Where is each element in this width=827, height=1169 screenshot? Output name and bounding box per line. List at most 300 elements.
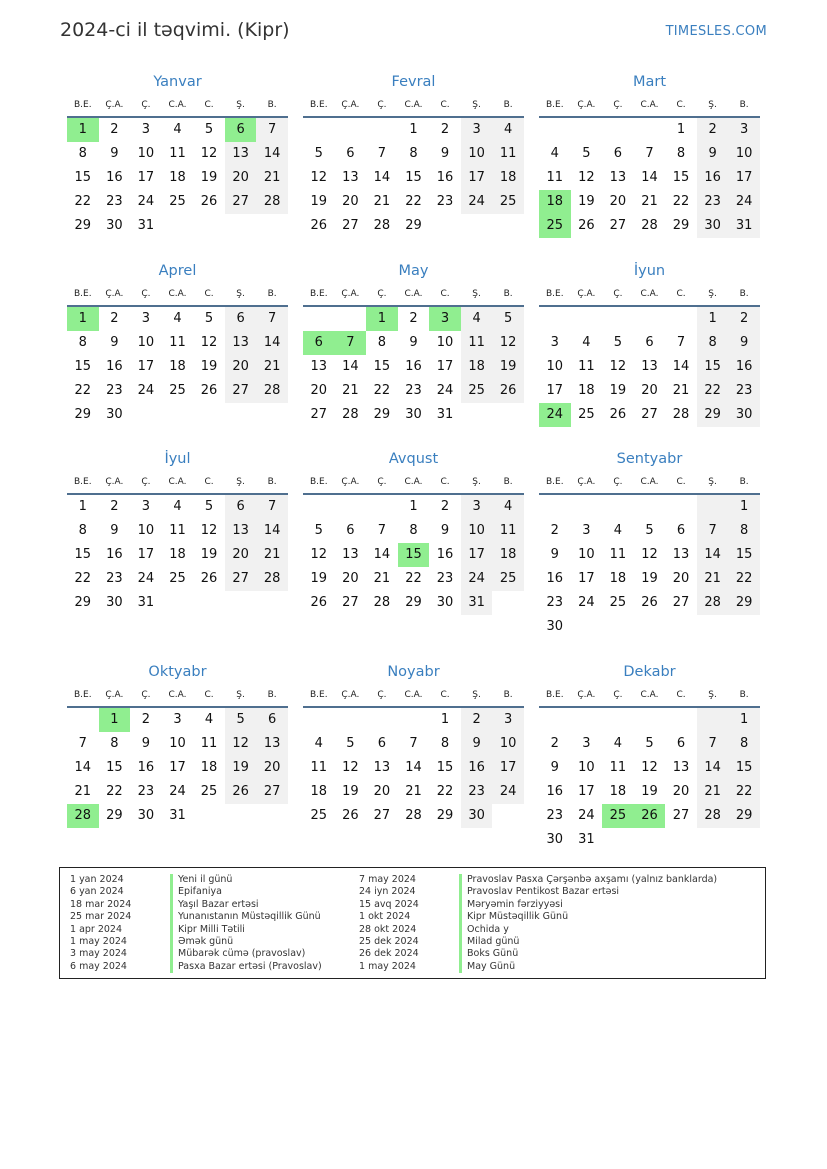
day-cell: 23 [461, 780, 493, 804]
day-cell: 4 [461, 307, 493, 331]
day-cell: 3 [461, 118, 493, 142]
month-avqust [303, 447, 524, 615]
weekday-label: Ş. [236, 477, 245, 487]
day-cell: 2 [550, 523, 559, 538]
day-cell: 7 [78, 736, 87, 751]
day-cell: 16 [106, 547, 123, 562]
day-cell: 8 [676, 146, 686, 161]
weekday-label: C. [676, 289, 686, 299]
day-cell: 7 [676, 335, 686, 350]
weekday-label: Ç. [377, 477, 387, 487]
day-cell: 8 [409, 523, 418, 538]
day-cell: 30 [728, 403, 760, 427]
day-cell: 25 [169, 383, 186, 398]
month-i̇yul [67, 447, 288, 615]
weekday-label: B. [503, 477, 513, 487]
legend-date: 1 may 2024 [70, 936, 127, 947]
day-cell: 11 [609, 760, 627, 775]
day-cell: 26 [225, 780, 257, 804]
day-cell: 31 [169, 808, 186, 823]
month-i̇yun [539, 259, 760, 427]
day-cell: 3 [141, 311, 151, 326]
weekday-label: C. [440, 289, 450, 299]
day-cell: 19 [200, 170, 218, 185]
day-cell: 12 [609, 359, 627, 374]
day-cell: 10 [137, 523, 155, 538]
day-cell: 23 [106, 571, 123, 586]
day-cell: 14 [373, 547, 391, 562]
days-grid [67, 118, 288, 238]
weekday-header [539, 471, 760, 495]
day-cell: 13 [225, 142, 257, 166]
day-cell: 27 [373, 808, 391, 823]
day-cell: 12 [310, 170, 328, 185]
month-name: Sentyabr [616, 451, 683, 467]
legend-holiday-name: Ochida y [459, 924, 509, 936]
day-cell: 11 [492, 519, 524, 543]
day-cell: 3 [461, 495, 493, 519]
day-cell: 9 [550, 547, 559, 562]
day-cell: 19 [342, 784, 359, 799]
day-cell: 30 [106, 218, 123, 233]
day-cell: 28 [672, 407, 690, 422]
month-noyabr [303, 660, 524, 828]
weekday-header [303, 471, 524, 495]
day-cell: 5 [613, 335, 623, 350]
weekday-label: C. [204, 690, 214, 700]
day-cell: 3 [141, 499, 151, 514]
weekday-label: Ç.A. [341, 289, 360, 299]
weekday-label: C.A. [168, 690, 187, 700]
day-cell: 26 [641, 595, 658, 610]
day-cell: 5 [645, 736, 654, 751]
day-cell: 30 [461, 804, 493, 828]
day-cell: 23 [546, 808, 564, 823]
weekday-label: Ş. [472, 477, 481, 487]
day-cell: 23 [436, 194, 454, 209]
day-cell: 29 [373, 407, 391, 422]
day-cell: 27 [342, 218, 359, 233]
weekday-label: Ç. [613, 690, 623, 700]
day-cell: 21 [697, 780, 729, 804]
month-name: Avqust [388, 451, 439, 467]
day-cell: 15 [74, 170, 92, 185]
month-name: Aprel [158, 263, 197, 279]
day-cell: 6 [645, 335, 654, 350]
empty-cell [602, 708, 634, 732]
day-cell: 19 [609, 383, 627, 398]
empty-cell [602, 495, 634, 519]
day-cell: 28 [373, 595, 391, 610]
day-cell: 19 [200, 359, 218, 374]
weekday-header [539, 283, 760, 307]
day-cell: 22 [405, 194, 422, 209]
day-cell: 27 [609, 218, 627, 233]
day-cell: 22 [74, 194, 92, 209]
day-cell: 7 [377, 523, 387, 538]
day-cell: 24 [137, 383, 155, 398]
day-cell: 17 [492, 756, 524, 780]
legend-date: 1 apr 2024 [70, 923, 123, 935]
weekday-label: C.A. [404, 100, 423, 110]
day-cell: 10 [461, 142, 493, 166]
weekday-label: B.E. [309, 477, 328, 487]
day-cell: 27 [641, 407, 658, 422]
day-cell: 18 [461, 355, 493, 379]
day-cell: 31 [461, 591, 493, 615]
day-cell: 29 [728, 591, 760, 615]
day-cell: 4 [613, 736, 623, 751]
day-cell: 4 [492, 495, 524, 519]
weekday-label: Ş. [708, 690, 717, 700]
day-cell: 7 [697, 732, 729, 756]
day-cell: 4 [173, 311, 182, 326]
day-cell: 20 [225, 543, 257, 567]
weekday-label: Ç. [141, 100, 151, 110]
weekday-header [539, 94, 760, 118]
month-name: May [398, 263, 429, 279]
day-cell: 2 [110, 122, 119, 137]
day-cell: 30 [546, 619, 564, 634]
day-cell: 2 [110, 311, 119, 326]
day-cell: 14 [342, 359, 359, 374]
day-cell: 2 [440, 122, 450, 137]
day-cell: 8 [110, 736, 119, 751]
day-cell: 24 [578, 808, 595, 823]
empty-cell [634, 495, 666, 519]
days-grid [67, 307, 288, 427]
day-cell: 8 [409, 146, 418, 161]
day-cell: 3 [582, 523, 591, 538]
day-cell: 13 [672, 547, 690, 562]
day-cell: 30 [546, 832, 564, 847]
day-cell: 20 [256, 756, 288, 780]
day-cell: 14 [256, 519, 288, 543]
day-cell: 7 [256, 495, 288, 519]
day-cell: 7 [256, 118, 288, 142]
day-cell: 26 [310, 595, 328, 610]
day-cell: 18 [578, 383, 595, 398]
day-cell: 8 [728, 519, 760, 543]
weekday-label: Ç.A. [577, 100, 596, 110]
empty-cell [303, 307, 335, 331]
day-cell: 22 [697, 379, 729, 403]
empty-cell [335, 307, 367, 331]
day-cell: 27 [225, 190, 257, 214]
legend-date: 25 dek 2024 [359, 936, 419, 947]
day-cell: 5 [314, 523, 323, 538]
day-cell: 6 [225, 307, 257, 331]
weekday-label: Ç. [613, 289, 623, 299]
weekday-label: C. [676, 100, 686, 110]
day-cell: 6 [613, 146, 623, 161]
days-grid [539, 118, 760, 238]
day-cell: 13 [609, 170, 627, 185]
day-cell: 10 [137, 146, 155, 161]
holiday-day-cell: 7 [335, 331, 367, 355]
day-cell: 3 [550, 335, 559, 350]
weekday-label: C. [204, 100, 214, 110]
holiday-day-cell: 6 [303, 331, 335, 355]
weekday-label: Ç. [377, 100, 387, 110]
day-cell: 8 [377, 335, 387, 350]
empty-cell [634, 708, 666, 732]
month-name: İyun [633, 263, 666, 279]
weekday-header [303, 283, 524, 307]
empty-cell [697, 708, 729, 732]
day-cell: 14 [641, 170, 658, 185]
weekday-label: B.E. [545, 690, 564, 700]
legend-date: 15 avq 2024 [359, 898, 419, 910]
days-grid [303, 495, 524, 615]
day-cell: 15 [436, 760, 454, 775]
weekday-label: B. [739, 289, 749, 299]
days-grid [303, 118, 524, 238]
day-cell: 12 [492, 331, 524, 355]
day-cell: 13 [256, 732, 288, 756]
legend-holiday-name: Kipr Milli Tətili [170, 924, 245, 936]
weekday-label: Ş. [236, 100, 245, 110]
day-cell: 25 [200, 784, 218, 799]
month-name: Mart [632, 74, 667, 90]
day-cell: 13 [342, 170, 359, 185]
day-cell: 24 [436, 383, 454, 398]
day-cell: 12 [200, 523, 218, 538]
day-cell: 4 [550, 146, 559, 161]
day-cell: 10 [492, 732, 524, 756]
day-cell: 27 [225, 379, 257, 403]
day-cell: 29 [74, 218, 92, 233]
day-cell: 19 [492, 355, 524, 379]
day-cell: 28 [641, 218, 658, 233]
day-cell: 23 [728, 379, 760, 403]
weekday-header [303, 684, 524, 708]
day-cell: 15 [74, 547, 92, 562]
weekday-label: C.A. [404, 690, 423, 700]
day-cell: 22 [373, 383, 391, 398]
day-cell: 26 [578, 218, 595, 233]
empty-cell [335, 495, 367, 519]
day-cell: 29 [405, 218, 422, 233]
day-cell: 8 [78, 335, 87, 350]
weekday-header [539, 684, 760, 708]
empty-cell [366, 495, 398, 519]
day-cell: 24 [169, 784, 186, 799]
day-cell: 11 [578, 359, 595, 374]
empty-cell [697, 495, 729, 519]
day-cell: 6 [676, 523, 686, 538]
day-cell: 23 [436, 571, 454, 586]
weekday-label: Ş. [472, 690, 481, 700]
day-cell: 13 [225, 331, 257, 355]
weekday-label: Ş. [708, 100, 717, 110]
legend-date: 1 okt 2024 [359, 911, 411, 923]
day-cell: 12 [200, 335, 218, 350]
weekday-label: B.E. [73, 100, 92, 110]
day-cell: 21 [342, 383, 359, 398]
weekday-label: B.E. [73, 690, 92, 700]
day-cell: 9 [728, 331, 760, 355]
day-cell: 16 [546, 571, 564, 586]
day-cell: 16 [106, 170, 123, 185]
month-name: Dekabr [623, 664, 676, 680]
day-cell: 15 [672, 170, 690, 185]
day-cell: 19 [641, 571, 658, 586]
day-cell: 2 [110, 499, 119, 514]
legend-holiday-name: Milad günü [459, 936, 519, 948]
day-cell: 24 [461, 567, 493, 591]
day-cell: 1 [409, 122, 418, 137]
day-cell: 12 [225, 732, 257, 756]
weekday-label: Ç. [141, 477, 151, 487]
day-cell: 17 [546, 383, 564, 398]
weekday-label: Ş. [708, 289, 717, 299]
day-cell: 21 [697, 567, 729, 591]
day-cell: 11 [310, 760, 328, 775]
weekday-label: Ç.A. [105, 289, 124, 299]
day-cell: 30 [137, 808, 155, 823]
weekday-label: B. [503, 100, 513, 110]
day-cell: 4 [173, 122, 182, 137]
day-cell: 23 [137, 784, 155, 799]
weekday-label: Ç.A. [341, 477, 360, 487]
weekday-label: Ş. [472, 289, 481, 299]
day-cell: 20 [672, 784, 690, 799]
day-cell: 24 [461, 190, 493, 214]
empty-cell [602, 118, 634, 142]
day-cell: 19 [578, 194, 595, 209]
day-cell: 3 [728, 118, 760, 142]
day-cell: 28 [697, 804, 729, 828]
day-cell: 23 [405, 383, 422, 398]
day-cell: 17 [436, 359, 454, 374]
month-name: Fevral [391, 74, 436, 90]
weekday-label: B. [267, 289, 277, 299]
day-cell: 17 [461, 166, 493, 190]
empty-cell [366, 118, 398, 142]
day-cell: 18 [492, 543, 524, 567]
weekday-label: Ç. [613, 100, 623, 110]
day-cell: 20 [225, 166, 257, 190]
day-cell: 26 [492, 379, 524, 403]
day-cell: 11 [546, 170, 564, 185]
day-cell: 25 [578, 407, 595, 422]
holiday-day-cell: 15 [398, 543, 430, 567]
day-cell: 22 [728, 567, 760, 591]
day-cell: 23 [546, 595, 564, 610]
day-cell: 21 [74, 784, 92, 799]
day-cell: 30 [106, 407, 123, 422]
day-cell: 17 [578, 571, 595, 586]
weekday-label: Ç.A. [105, 690, 124, 700]
day-cell: 20 [609, 194, 627, 209]
legend-date: 6 yan 2024 [70, 886, 124, 898]
day-cell: 18 [169, 170, 186, 185]
day-cell: 28 [373, 218, 391, 233]
day-cell: 2 [409, 311, 418, 326]
day-cell: 26 [200, 194, 218, 209]
day-cell: 20 [310, 383, 328, 398]
day-cell: 17 [137, 359, 155, 374]
day-cell: 18 [492, 166, 524, 190]
days-grid [67, 708, 288, 828]
weekday-label: C.A. [640, 690, 659, 700]
day-cell: 20 [342, 194, 359, 209]
day-cell: 28 [256, 567, 288, 591]
day-cell: 9 [550, 760, 559, 775]
day-cell: 14 [256, 331, 288, 355]
day-cell: 1 [440, 712, 450, 727]
holiday-day-cell: 1 [99, 708, 131, 732]
day-cell: 4 [492, 118, 524, 142]
day-cell: 16 [461, 756, 493, 780]
day-cell: 17 [137, 547, 155, 562]
legend-date: 26 dek 2024 [359, 948, 419, 960]
legend-date: 24 iyn 2024 [359, 886, 416, 898]
day-cell: 3 [173, 712, 182, 727]
day-cell: 14 [256, 142, 288, 166]
holiday-day-cell: 18 [539, 190, 571, 214]
day-cell: 6 [377, 736, 387, 751]
legend-holiday-name: Yeni il günü [170, 874, 232, 886]
day-cell: 16 [137, 760, 155, 775]
day-cell: 27 [256, 780, 288, 804]
day-cell: 8 [440, 736, 450, 751]
weekday-label: Ç.A. [341, 690, 360, 700]
day-cell: 22 [74, 571, 92, 586]
day-cell: 29 [697, 403, 729, 427]
legend-holiday-name: May Günü [459, 961, 515, 973]
day-cell: 13 [373, 760, 391, 775]
day-cell: 25 [461, 379, 493, 403]
month-sentyabr [539, 447, 760, 639]
day-cell: 13 [641, 359, 658, 374]
day-cell: 20 [342, 571, 359, 586]
weekday-label: C.A. [404, 289, 423, 299]
day-cell: 11 [169, 146, 186, 161]
empty-cell [665, 495, 697, 519]
day-cell: 12 [342, 760, 359, 775]
day-cell: 4 [582, 335, 591, 350]
weekday-label: B.E. [73, 477, 92, 487]
day-cell: 17 [461, 543, 493, 567]
day-cell: 7 [697, 519, 729, 543]
day-cell: 29 [405, 595, 422, 610]
day-cell: 28 [256, 379, 288, 403]
day-cell: 31 [137, 218, 155, 233]
day-cell: 10 [578, 547, 595, 562]
day-cell: 22 [74, 383, 92, 398]
weekday-label: Ç.A. [105, 477, 124, 487]
legend-date: 7 may 2024 [359, 874, 416, 885]
weekday-header [67, 684, 288, 708]
days-grid [539, 708, 760, 852]
holiday-day-cell: 3 [429, 307, 461, 331]
weekday-label: Ş. [236, 690, 245, 700]
weekday-label: C. [440, 690, 450, 700]
day-cell: 17 [137, 170, 155, 185]
day-cell: 15 [373, 359, 391, 374]
brand-logo-text[interactable]: TIMESLES.COM [665, 24, 767, 39]
day-cell: 17 [728, 166, 760, 190]
day-cell: 25 [609, 595, 627, 610]
empty-cell [366, 708, 398, 732]
day-cell: 13 [310, 359, 328, 374]
day-cell: 28 [405, 808, 422, 823]
day-cell: 23 [106, 383, 123, 398]
day-cell: 15 [697, 355, 729, 379]
legend-date: 28 okt 2024 [359, 923, 417, 935]
